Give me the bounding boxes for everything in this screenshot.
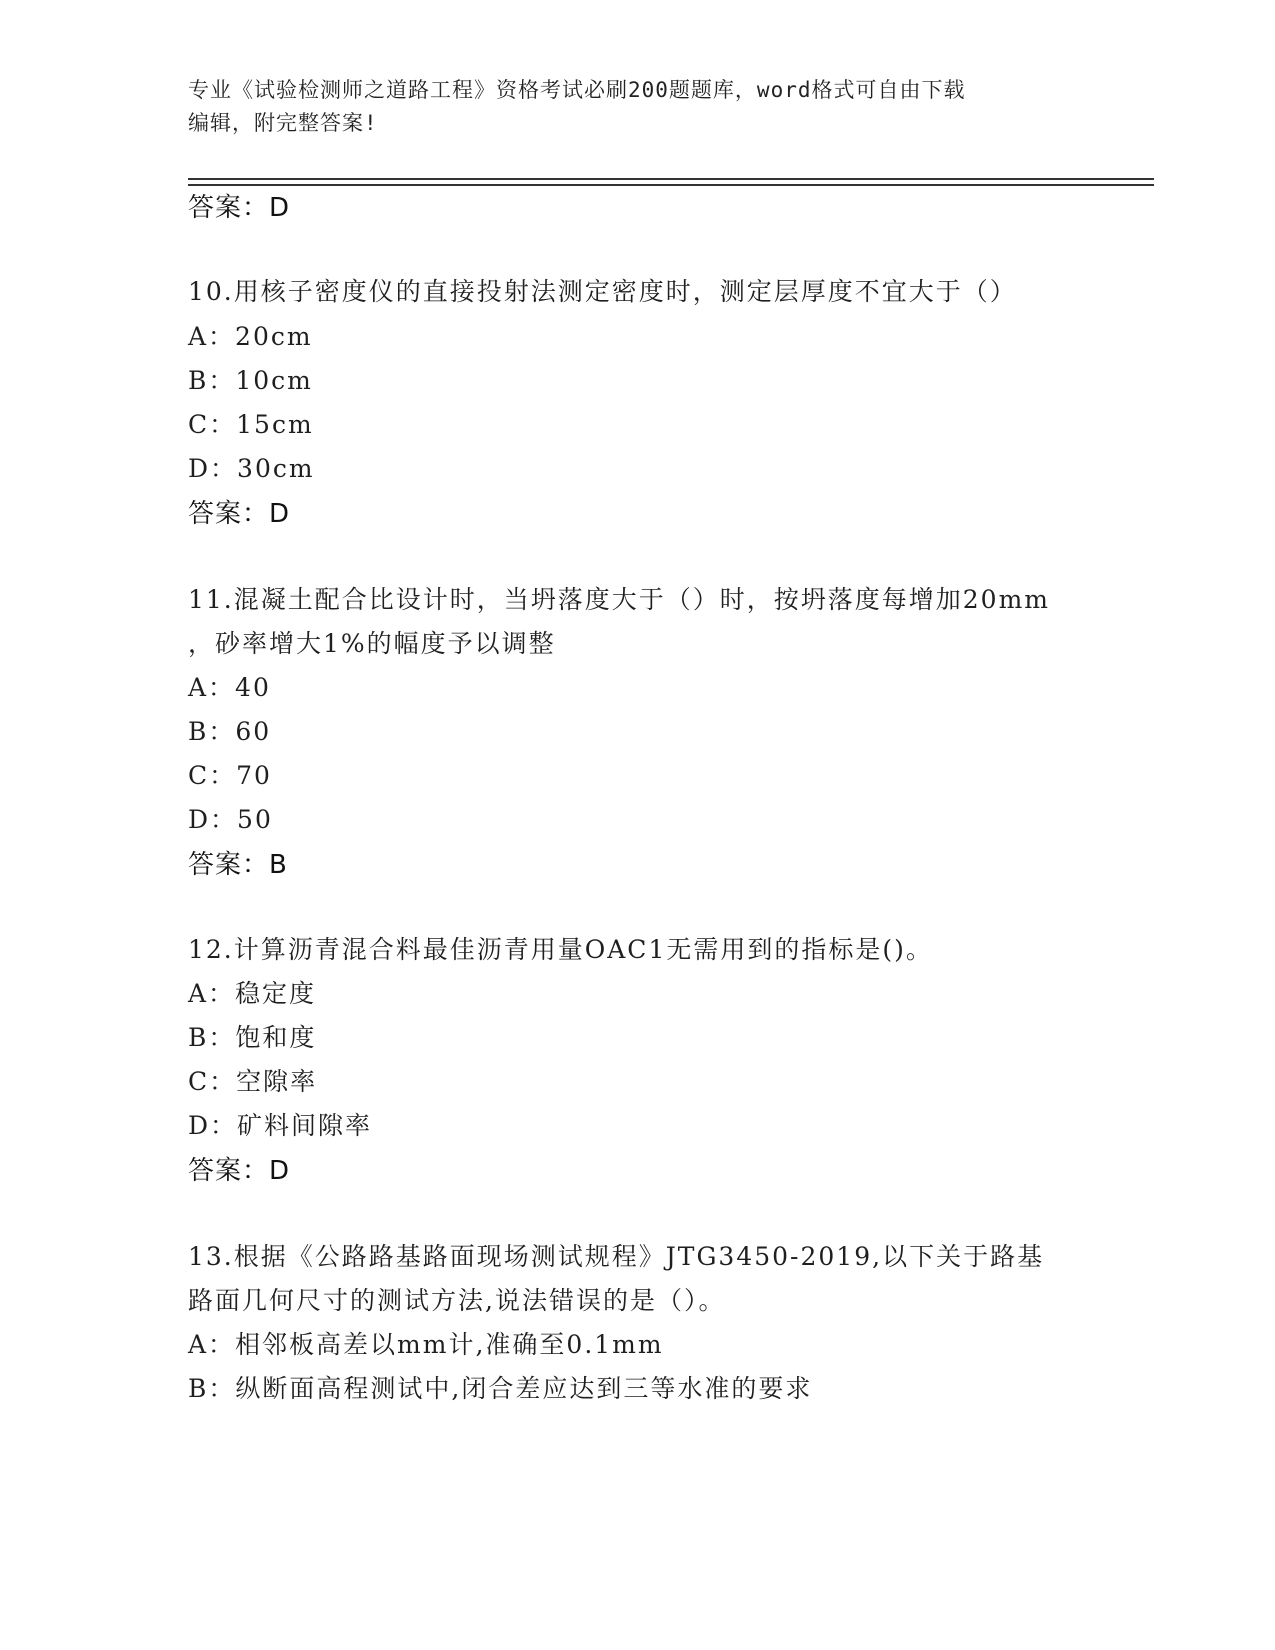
q11-option-a: A：40 (188, 673, 271, 702)
q12-option-d: D：矿料间隙率 (188, 1111, 373, 1140)
q13-option-a: A：相邻板高差以mm计,准确至0.1mm (188, 1330, 664, 1359)
header-divider-bottom (188, 184, 1154, 186)
header-line-1: 专业《试验检测师之道路工程》资格考试必刷200题题库，word格式可自由下载 (188, 78, 966, 102)
question-10: 10.用核子密度仪的直接投射法测定密度时，测定层厚度不宜大于（） (188, 277, 1017, 306)
q10-option-d: D：30cm (188, 454, 315, 483)
q10-option-b: B：10cm (188, 366, 313, 395)
q10-answer: 答案：D (188, 499, 291, 529)
q10-option-a: A：20cm (188, 322, 313, 351)
q12-option-c: C：空隙率 (188, 1067, 318, 1096)
q11-answer: 答案：B (188, 850, 288, 880)
q12-answer: 答案：D (188, 1156, 291, 1186)
q11-option-c: C：70 (188, 761, 272, 790)
q12-option-a: A：稳定度 (188, 979, 317, 1008)
q11-option-d: D：50 (188, 805, 273, 834)
document-header (188, 74, 1088, 140)
question-11-line-1: 11.混凝土配合比设计时，当坍落度大于（）时，按坍落度每增加20mm (188, 585, 1050, 614)
q10-option-c: C：15cm (188, 410, 314, 439)
question-13-line-2: 路面几何尺寸的测试方法,说法错误的是（）。 (188, 1286, 726, 1315)
header-divider-top (188, 178, 1154, 180)
question-11-line-2: ，砂率增大1%的幅度予以调整 (188, 629, 556, 658)
header-line-2: 编辑，附完整答案! (188, 111, 378, 135)
question-13-line-1: 13.根据《公路路基路面现场测试规程》JTG3450-2019,以下关于路基 (188, 1242, 1045, 1271)
q13-option-b: B：纵断面高程测试中,闭合差应达到三等水准的要求 (188, 1374, 813, 1403)
question-12: 12.计算沥青混合料最佳沥青用量OAC1无需用到的指标是()。 (188, 935, 933, 964)
q11-option-b: B：60 (188, 717, 272, 746)
answer-prev: 答案：D (188, 193, 291, 223)
q12-option-b: B：饱和度 (188, 1023, 317, 1052)
